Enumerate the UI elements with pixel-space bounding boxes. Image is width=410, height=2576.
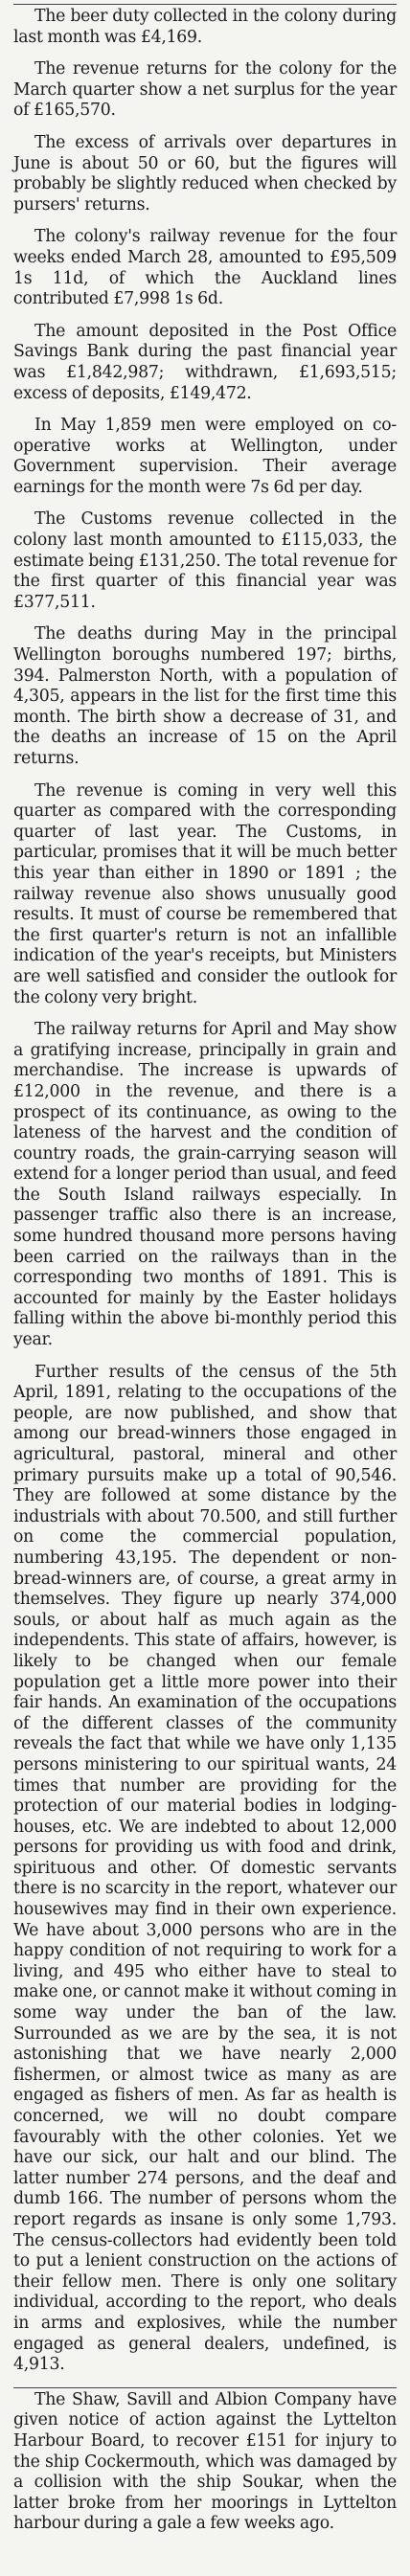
top-rule	[13, 4, 397, 5]
paragraph-railway-returns: The railway returns for April and May show a gratifying increase, principally in grain and merchandise. The increase is upwards of £12,000 in the revenue, and there is a prospect of its continuance, as owing to the lateness of the harvest and the condition of country roads, the grain-carrying season will extend for a longer period than usual, and feed the South Island railways especially. In passenger traffic also there is an increase, some hundred thousand more persons having been carried on the railways than in the corresponding two months of 1891. This is accounted for mainly by the Easter holidays falling within the above bi-monthly period this year.	[13, 1020, 397, 1350]
paragraph-railway-revenue: The colony's railway revenue for the four weeks ended March 28, amounted to £95,509 1s 11d, of which the Auckland lines contributed £7,998 1s 6d.	[13, 227, 397, 309]
paragraph-customs-revenue: The Customs revenue collected in the colony last month amounted to £115,033, the estimate being £131,250. The total revenue for the first quarter of this financial year was £377,511.	[13, 509, 397, 612]
paragraph-revenue-returns: The revenue returns for the colony for the March quarter show a net surplus for the year of £165,570.	[13, 59, 397, 121]
paragraph-deaths-births: The deaths during May in the principal Wellington boroughs numbered 197; births, 394. Palmerston North, with a population of 4,305, appears in the list for the first time this month. The birth show a decrease of 31, and the deaths an increase of 15 on the April returns.	[13, 624, 397, 768]
paragraph-arrivals-departures: The excess of arrivals over departures in June is about 50 or 60, but the figures will probably be slightly reduced when checked by pursers' returns.	[13, 132, 397, 215]
paragraph-revenue-quarter: The revenue is coming in very well this quarter as compared with the corresponding quarter of last year. The Customs, in particular, promises that it will be much better this year than either in 1890 or 1891 ; the railway revenue also shows unusually good results. It must of course be remembered that the first quarter's return is not an infallible indication of the year's receipts, but Ministers are well satisfied and consider the outlook for the colony very bright.	[13, 780, 397, 1007]
paragraph-census-results: Further results of the census of the 5th April, 1891, relating to the occupations of the people, are now published, and show that among our bread-winners those engaged in agricultural, pastoral, mineral and other primary pursuits make up a total of 90,546. They are followed at some distance by the industrials with about 70.500, and still further on come the commercial population, numbering 43,195. The dependent or non-bread-winners are, of course, a great army in themselves. They figure up nearly 374,000 souls, or about half as much again as the independents. This state of affairs, however, is likely to be changed when our female population get a little more power into their fair hands. An examination of the occupations of the different classes of the community reveals the fact that while we have only 1,135 persons ministering to our spiritual wants, 24 times that number are providing for the protection of our material bodies in lodging-houses, etc. We are indebted to about 12,000 persons for providing us with food and drink, spirituous and other. Of domestic servants there is no scarcity in the report, whatever our housewives may find in their own experience. We have about 3,000 persons who are in the happy condition of not requiring to work for a living, and 495 who either have to steal to make one, or cannot make it without coming in some way under the ban of the law. Surrounded as we are by the sea, it is not astonishing that we have nearly 2,000 fishermen, or almost twice as many as are engaged as fishers of men. As far as health is concerned, we will no doubt compare favourably with the other colonies. Yet we have our sick, our halt and our blind. The latter number 274 persons, and the deaf and dumb 166. The number of persons whom the report regards as insane is only some 1,793. The census-collectors had evidently been told to put a lenient construction on the actions of their fellow men. There is only one solitary individual, according to the report, who deals in arms and explosives, while the number engaged as general dealers, undefined, is 4,913.	[13, 1362, 397, 2375]
paragraph-co-operative-works: In May 1,859 men were employed on co-operative works at Wellington, under Government supervision. Their average earnings for the month were 7s 6d per day.	[13, 416, 397, 497]
paragraph-shaw-savill: The Shaw, Savill and Albion Company have given notice of action against the Lyttelton Harbour Board, to recover £151 for injury to the ship Cockermouth, which was damaged by a collision with the ship Soukar, when the latter broke from her moorings in Lyttelton harbour during a gale a few weeks ago.	[13, 2389, 397, 2534]
section-rule	[13, 2387, 397, 2388]
paragraph-beer-duty: The beer duty collected in the colony during last month was £4,169.	[13, 7, 397, 47]
paragraph-savings-bank: The amount deposited in the Post Office Savings Bank during the past financial year was £1,842,987; withdrawn, £1,693,515; excess of deposits, £149,472.	[13, 321, 397, 403]
